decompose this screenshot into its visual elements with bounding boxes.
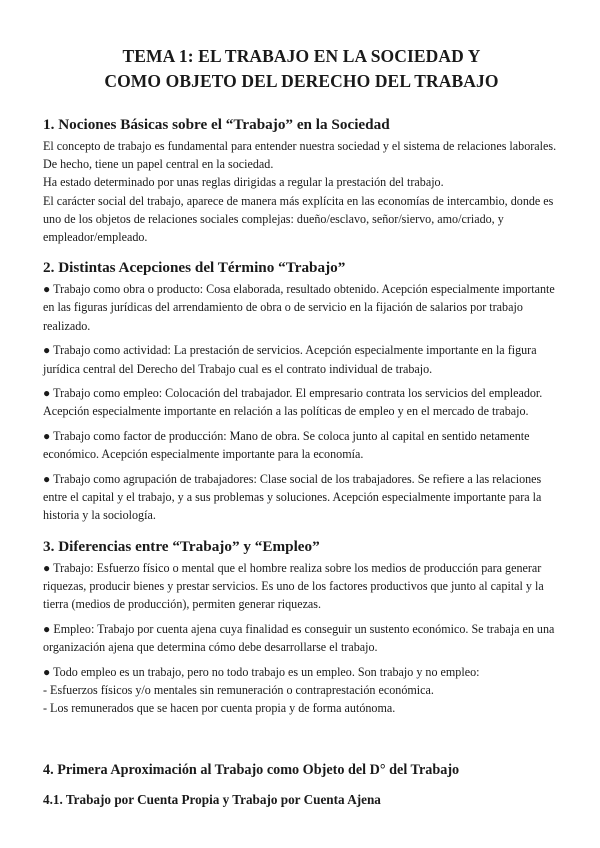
- section-3-heading: 3. Diferencias entre “Trabajo” y “Empleo”: [43, 537, 320, 555]
- title-line-2: COMO OBJETO DEL DERECHO DEL TRABAJO: [104, 71, 499, 91]
- section-3-bullet-2: ● Empleo: Trabajo por cuenta ajena cuya finalidad es conseguir un sustento económico. Se trabaja en una organización ajena que determina cómo debe desarrollarse el trabajo.: [43, 621, 555, 654]
- section-1: [43, 115, 560, 246]
- section-3-bullet-3: ● Todo empleo es un trabajo, pero no todo trabajo es un empleo. Son trabajo y no empleo:: [43, 664, 480, 679]
- section-1-heading: 1. Nociones Básicas sobre el “Trabajo” en la Sociedad: [43, 116, 390, 133]
- section-1-paragraph-2: Ha estado determinado por unas reglas dirigidas a regular la prestación del trabajo.: [43, 175, 444, 190]
- spacer: [43, 729, 560, 761]
- section-1-paragraph-1: El concepto de trabajo es fundamental para entender nuestra sociedad y el sistema de relaciones laborales. De hecho, tiene un papel central en la sociedad.: [43, 139, 557, 172]
- section-2-heading: 2. Distintas Acepciones del Término “Trabajo”: [43, 259, 346, 277]
- document-title: [43, 44, 560, 94]
- section-4-heading: 4. Primera Aproximación al Trabajo como Objeto del D° del Trabajo: [43, 762, 460, 779]
- section-2-bullet-2: ● Trabajo como actividad: La prestación de servicios. Acepción especialmente importante en la figura jurídica central del Derecho del Trabajo cual es el contrato individual de trabajo.: [43, 343, 537, 376]
- section-2-bullet-4: ● Trabajo como factor de producción: Mano de obra. Se coloca junto al capital en sentido netamente económico. Acepción especialmente importante para la economía.: [43, 429, 530, 462]
- section-2-bullet-3: ● Trabajo como empleo: Colocación del trabajador. El empresario contrata los servicios del empleador. Acepción especialmente importante en relación a las políticas de empleo y en el mercado de trabajo.: [43, 386, 543, 419]
- section-2-bullet-5: ● Trabajo como agrupación de trabajadores: Clase social de los trabajadores. Se refiere a las relaciones entre el capital y el trabajo, y a sus problemas y soluciones. Acepción especialmente importante para la historia y la sociología.: [43, 472, 542, 523]
- section-3: [43, 537, 560, 718]
- section-4: [43, 761, 560, 809]
- section-4-subheading: 4.1. Trabajo por Cuenta Propia y Trabajo por Cuenta Ajena: [43, 792, 381, 808]
- section-3-dash-2: - Los remunerados que se hacen por cuenta propia y de forma autónoma.: [43, 701, 396, 716]
- section-2-bullet-1: ● Trabajo como obra o producto: Cosa elaborada, resultado obtenido. Acepción especialmente importante en las figuras jurídicas del arrendamiento de obra o de servicio en la fijación de salarios por trabajo realizado.: [43, 282, 555, 333]
- section-3-bullet-1: ● Trabajo: Esfuerzo físico o mental que el hombre realiza sobre los medios de producción para generar riquezas, producir bienes y prestar servicios. Es uno de los factores productivos que junto al capital y la tierra (medios de producción), permiten generar riquezas.: [43, 560, 544, 612]
- section-3-dash-1: - Esfuerzos físicos y/o mentales sin remuneración o contraprestación económica.: [43, 682, 434, 697]
- section-1-paragraph-3: El carácter social del trabajo, aparece de manera más explícita en las economías de intercambio, donde es uno de los objetos de relaciones sociales complejas: dueño/esclavo, señor/siervo, amo/criado, y empleador/empleado.: [43, 193, 554, 245]
- title-line-1: TEMA 1: EL TRABAJO EN LA SOCIEDAD Y: [122, 46, 481, 66]
- section-2: [43, 258, 560, 524]
